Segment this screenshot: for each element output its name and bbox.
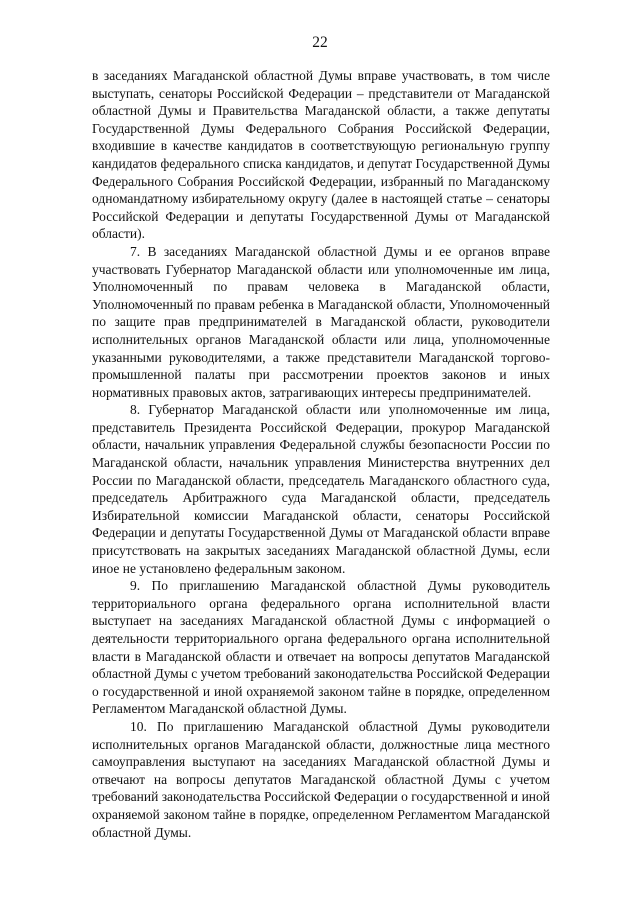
paragraph-item-8: 8. Губернатор Магаданской области или уполномоченные им лица, представитель Президента Российской Федерации, прокурор Магаданской области, начальник управления Федеральной службы безопасности России по Магаданской области, начальник управления Министерства внутренних дел России по Магаданской области, председатель Магаданского областного суда, председатель Арбитражного суда Магаданской области, председатель Избирательной комиссии Магаданской области, сенаторы Российской Федерации и депутаты Государственной Думы от Магаданской области вправе присутствовать на закрытых заседаниях Магаданской областной Думы, если иное не установлено федеральным законом.: [92, 402, 550, 576]
page-number: 22: [312, 34, 328, 51]
paragraph-item-9: 9. По приглашению Магаданской областной Думы руководитель территориального органа федерального органа исполнительной власти выступает на заседаниях Магаданской областной Думы с информацией о деятельности территориального органа федерального органа исполнительной власти в Магаданской области и отвечает на вопросы депутатов Магаданской областной Думы с учетом требований законодательства Российской Федерации о государственной и иной охраняемой законом тайне в порядке, определенном Регламентом Магаданской областной Думы.: [92, 578, 550, 717]
paragraph-item-10: 10. По приглашению Магаданской областной Думы руководители исполнительных органов Магаданской области, должностные лица местного самоуправления выступают на заседаниях Магаданской областной Думы и отвечают на вопросы депутатов Магаданской областной Думы с учетом требований законодательства Российской Федерации о государственной и иной охраняемой законом тайне в порядке, определенном Регламентом Магаданской областной Думы.: [92, 718, 550, 840]
paragraph-continuation: в заседаниях Магаданской областной Думы вправе участвовать, в том числе выступать, сенаторы Российской Федерации – представители от Магаданской областной Думы и Правительства Магаданской области, а также депутаты Государственной Думы Федерального Собрания Российской Федерации, входившие в качестве кандидатов в соответствующую региональную группу кандидатов федерального списка кандидатов, и депутат Государственной Думы Федерального Собрания Российской Федерации, избранный по Магаданскому одномандатному избирательному округу (далее в настоящей статье – сенаторы Российской Федерации и депутаты Государственной Думы от Магаданской области).: [92, 68, 550, 242]
paragraph-item-7: 7. В заседаниях Магаданской областной Думы и ее органов вправе участвовать Губернатор Магаданской области или уполномоченные им лица, Уполномоченный по правам человека в Магаданской области, Уполномоченный по правам ребенка в Магаданской области, Уполномоченный по защите прав предпринимателей в Магаданской области, руководители исполнительных органов Магаданской области или лица, уполномоченные указанными руководителями, а также представители Магаданской торгово-промышленной палаты при рассмотрении проектов законов и иных нормативных правовых актов, затрагивающих интересы предпринимателей.: [92, 243, 550, 400]
document-body: [92, 67, 550, 841]
